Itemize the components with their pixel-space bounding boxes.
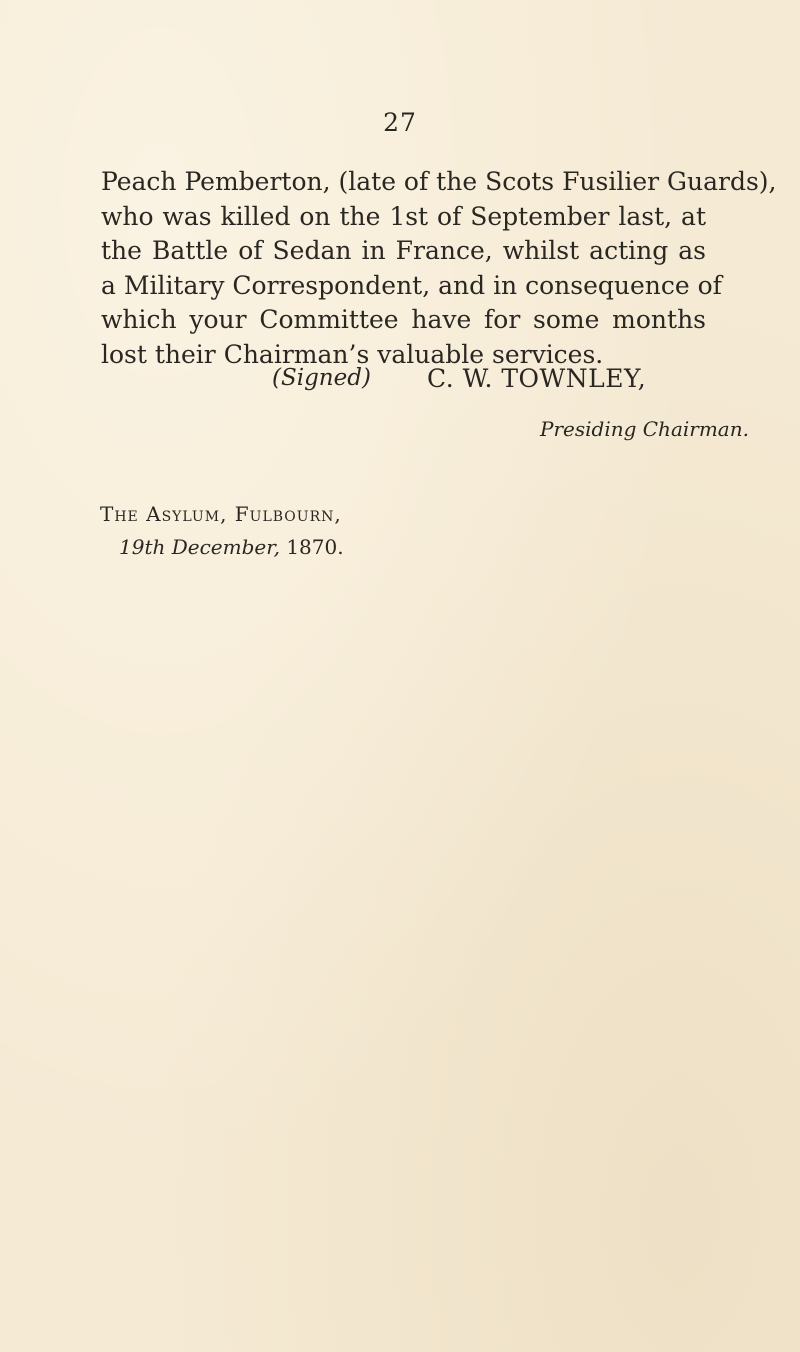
- date-line: [119, 535, 344, 559]
- signature-block: [0, 365, 800, 405]
- address-line: The Asylum, Fulbourn,: [100, 502, 342, 526]
- body-line: who was killed on the 1st of September last, at: [101, 201, 706, 231]
- body-paragraph: [101, 165, 777, 373]
- body-line: Peach Pemberton, (late of the Scots Fusilier Guards),: [101, 167, 777, 196]
- body-line: the Battle of Sedan in France, whilst acting as: [101, 236, 706, 266]
- body-line: which your Committee have for some months: [101, 305, 706, 335]
- signed-label: (Signed): [272, 365, 371, 391]
- signer-name: C. W. TOWNLEY,: [427, 364, 647, 393]
- signer-title: Presiding Chairman.: [540, 417, 749, 441]
- page-number: 27: [383, 108, 417, 137]
- date-day-month: 19th December,: [119, 535, 280, 559]
- body-line: a Military Correspondent, and in consequence of: [101, 270, 722, 300]
- body-line: lost their Chairman’s valuable services.: [101, 339, 604, 369]
- date-year: 1870.: [279, 535, 344, 559]
